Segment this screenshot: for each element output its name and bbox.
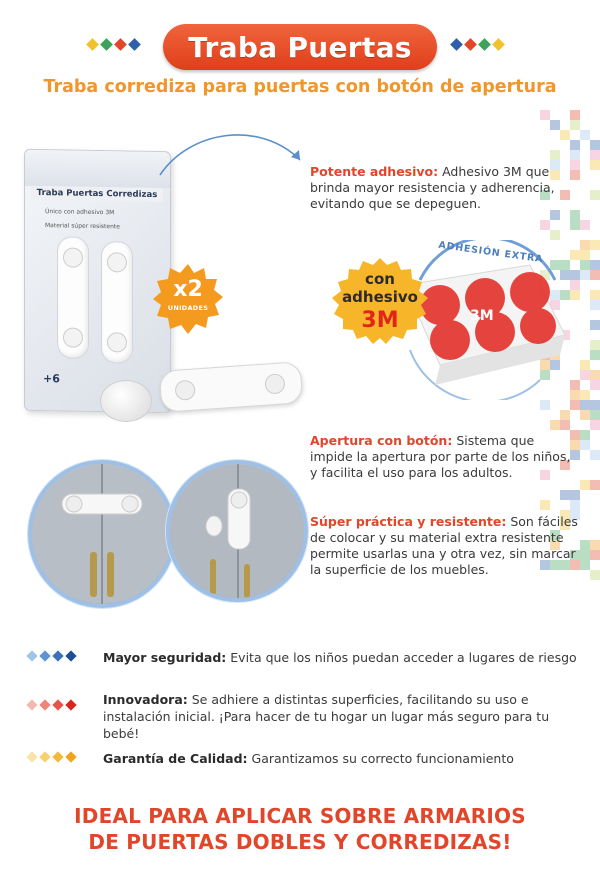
mosaic-tile [570,280,580,290]
diamond-dot-icon [26,751,37,762]
badge-units-text: UNIDADES [167,304,209,312]
mosaic-tile [580,480,590,490]
mosaic-tile [570,380,580,390]
mosaic-tile [580,220,590,230]
mosaic-tile [590,420,600,430]
tape-brand-text: 3M [470,308,494,324]
seal-con-text: con [365,270,395,288]
mosaic-tile [590,260,600,270]
benefit-dots-yellow [28,753,75,761]
mosaic-tile [570,390,580,400]
mosaic-tile [580,400,590,410]
mosaic-tile [550,230,560,240]
mosaic-tile [580,240,590,250]
mosaic-tile [550,150,560,160]
package-label: Traba Puertas Corredizas [31,186,163,202]
mosaic-tile [590,550,600,560]
mosaic-tile [570,500,580,510]
mosaic-tile [580,410,590,420]
mosaic-tile [590,140,600,150]
mosaic-tile [590,150,600,160]
diamond-dot-icon [100,38,113,51]
diamond-dot-icon [464,38,477,51]
header-dots-left [88,40,139,49]
package-age: +6 [43,372,60,386]
mosaic-tile [570,490,580,500]
mosaic-tile [590,340,600,350]
feature-practical-resistant: Súper práctica y resistente: Son fáciles de colocar y su material extra resistente permite usarlas una y otra vez, sin marcar la superficie de los muebles. [310,514,578,577]
diamond-dot-icon [128,38,141,51]
button-knob-image [100,380,152,422]
mosaic-tile [580,540,590,550]
diamond-dot-icon [39,751,50,762]
seal-adhesivo-text: adhesivo [342,288,418,306]
mosaic-tile [580,260,590,270]
curved-arrow-icon [150,125,320,185]
mosaic-tile [570,220,580,230]
mosaic-tile [590,570,600,580]
benefit-innovative: Innovadora: Se adhiere a distintas superficies, facilitando su uso e instalación inicial. ¡Para hacer de tu hogar un lugar más seguro para tu bebé! [103,692,550,741]
mosaic-tile [570,400,580,410]
diamond-dot-icon [52,699,63,710]
mosaic-tile [550,420,560,430]
mosaic-tile [580,130,590,140]
diamond-dot-icon [26,650,37,661]
mosaic-tile [540,110,550,120]
header-dots-right [452,40,503,49]
mosaic-tile [580,250,590,260]
mosaic-tile [580,440,590,450]
mosaic-tile [590,290,600,300]
mosaic-tile [590,320,600,330]
mosaic-tile [590,400,600,410]
mosaic-tile [580,360,590,370]
diamond-dot-icon [492,38,505,51]
diamond-dot-icon [65,751,76,762]
cabinet-photo-open [166,460,308,602]
diamond-dot-icon [86,38,99,51]
mosaic-tile [590,380,600,390]
3m-adhesive-seal [330,258,430,344]
diamond-dot-icon [65,699,76,710]
mosaic-tile [540,400,550,410]
mosaic-tile [570,250,580,260]
mosaic-tile [570,290,580,300]
mosaic-tile [580,390,590,400]
benefit-dots-blue [28,652,75,660]
mosaic-tile [570,120,580,130]
mosaic-tile [560,410,570,420]
cabinet-photo-closed [28,460,176,608]
feature-button-opening: Apertura con botón: Sistema que impide la apertura por parte de los niños, y facilita el uso para los adultos. [310,433,571,480]
package-line2: Material súper resistente [45,222,120,231]
mosaic-tile [590,450,600,460]
benefit-dots-red [28,701,75,709]
mosaic-tile [570,270,580,280]
diamond-dot-icon [39,699,50,710]
footer-callout [0,803,600,855]
page-subtitle: Traba corrediza para puertas con botón de apertura [43,77,557,97]
mosaic-tile [580,560,590,570]
mosaic-tile [590,270,600,280]
mosaic-tile [570,110,580,120]
diamond-dot-icon [52,751,63,762]
mosaic-tile [580,370,590,380]
mosaic-tile [560,130,570,140]
adhesion-extra-text: ADHESIÓN EXTRA [437,239,544,266]
diamond-dot-icon [52,650,63,661]
mosaic-tile [580,550,590,560]
mosaic-tile [590,370,600,380]
diamond-dot-icon [450,38,463,51]
diamond-dot-icon [39,650,50,661]
footer-line-2: DE PUERTAS DOBLES Y CORREDIZAS! [88,830,512,854]
diamond-dot-icon [478,38,491,51]
badge-x2-text: x2 [173,277,203,302]
mosaic-tile [580,430,590,440]
mosaic-tile [540,500,550,510]
package-line1: Único con adhesivo 3M [45,208,115,217]
mosaic-tile [560,490,570,500]
product-package-image [24,149,171,414]
feature-adhesive: Potente adhesivo: Adhesivo 3M que brinda mayor resistencia y adherencia, evitando que se depeguen. [310,164,555,211]
diamond-dot-icon [26,699,37,710]
latch-image [57,236,89,359]
mosaic-tile [590,480,600,490]
loose-latch-image [159,361,304,413]
mosaic-tile [590,160,600,170]
mosaic-tile [580,270,590,280]
seal-3m-text: 3M [361,308,399,333]
mosaic-tile [590,190,600,200]
footer-line-1: IDEAL PARA APLICAR SOBRE ARMARIOS [74,804,526,828]
diamond-dot-icon [114,38,127,51]
mosaic-tile [590,540,600,550]
page-title: Traba Puertas [163,24,437,70]
mosaic-tile [540,220,550,230]
benefit-security: Mayor seguridad: Evita que los niños puedan acceder a lugares de riesgo [103,650,577,665]
mosaic-tile [590,240,600,250]
benefit-quality: Garantía de Calidad: Garantizamos su correcto funcionamiento [103,751,514,766]
diamond-dot-icon [65,650,76,661]
mosaic-tile [590,350,600,360]
mosaic-tile [590,410,600,420]
mosaic-tile [590,300,600,310]
latch-image [101,241,133,364]
mosaic-tile [570,140,580,150]
x2-units-badge [153,264,223,334]
mosaic-tile [570,150,580,160]
mosaic-tile [550,120,560,130]
mosaic-tile [560,420,570,430]
